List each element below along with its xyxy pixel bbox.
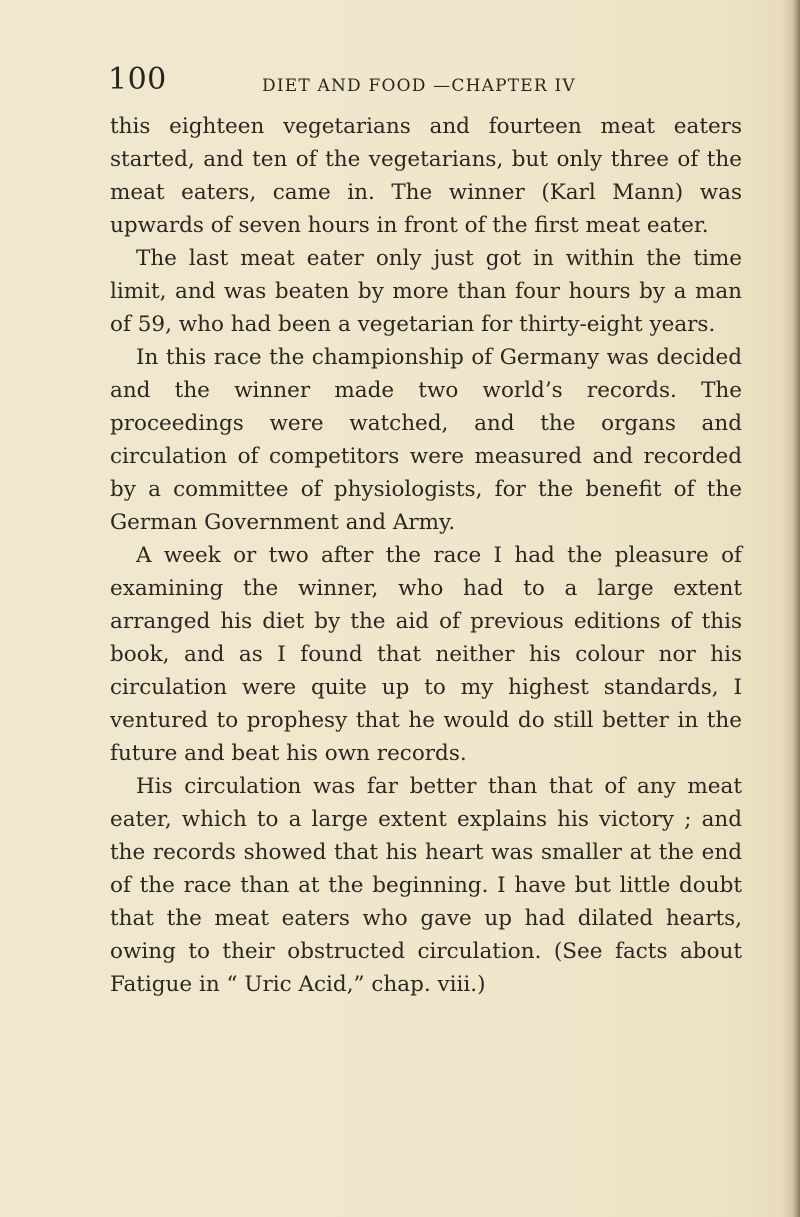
running-head: DIET AND FOOD —CHAPTER IV (262, 76, 576, 96)
body-text (110, 110, 742, 1001)
page-header (108, 62, 728, 102)
paragraph-3: In this race the championship of Germany was decided and the winner made two world’s records. The proceedings were watched, and the organs and circulation of competitors were measured and recorded by a committee of physiologists, for the benefit of the German Government and Army. (110, 345, 742, 535)
paragraph-4: A week or two after the race I had the pleasure of examining the winner, who had to a large extent arranged his diet by the aid of previous editions of this book, and as I found that neither his colour nor his circulation were quite up to my highest standards, I ventured to prophesy that he would do still better in the future and beat his own records. (110, 543, 742, 766)
page-number: 100 (108, 62, 167, 97)
paragraph-1: this eighteen vegetarians and fourteen meat eaters started, and ten of the vegetarians, but only three of the meat eaters, came in. The winner (Karl Mann) was upwards of seven hours in front of the first meat eater. (110, 114, 742, 238)
paragraph-2: The last meat eater only just got in within the time limit, and was beaten by more than four hours by a man of 59, who had been a vegetarian for thirty-eight years. (110, 246, 742, 337)
paragraph-5: His circulation was far better than that of any meat eater, which to a large extent explains his victory ; and the records showed that his heart was smaller at the end of the race than at the beginning. I have but little doubt that the meat eaters who gave up had dilated hearts, owing to their obstructed circulation. (See facts about Fatigue in “ Uric Acid,” chap. viii.) (110, 774, 742, 997)
page-edge-shadow (782, 0, 800, 1217)
